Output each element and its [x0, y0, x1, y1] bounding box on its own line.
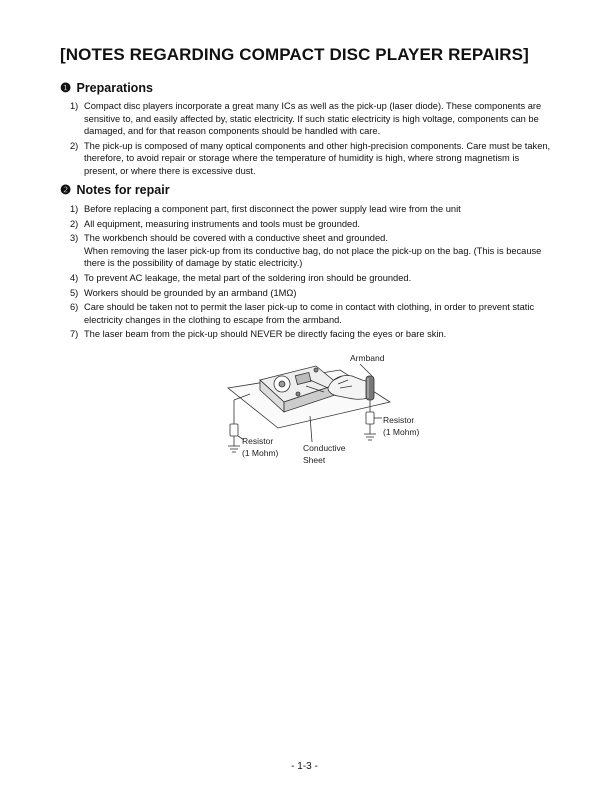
list-item-text: Care should be taken not to permit the laser pick-up to come in contact with clothing, in order to prevent static electricity changes in the clothing to escape from the armband. [84, 302, 535, 325]
conductive-sheet-label-line2: Sheet [303, 455, 326, 465]
section-heading-notes-for-repair [60, 183, 170, 198]
list-item-continuation: When removing the laser pick-up from its conductive bag, do not place the pick-up on the bag. (This is because there is the possibility of damage by static electricity.) [84, 245, 542, 269]
preparations-list [62, 100, 552, 180]
list-item-text: Before replacing a component part, first disconnect the power supply lead wire from the unit [84, 204, 461, 214]
section-title-preparations: Preparations [76, 81, 153, 95]
list-item [62, 301, 552, 326]
list-item [62, 100, 552, 138]
section-title-notes-for-repair: Notes for repair [76, 183, 170, 197]
list-item-index: 1) [70, 204, 79, 214]
resistor-right-value: (1 Mohm) [383, 427, 420, 437]
resistor-right-label: Resistor [383, 415, 415, 425]
list-item-index: 2) [70, 218, 79, 229]
notes-for-repair-list [62, 203, 552, 343]
list-item-index: 5) [70, 287, 79, 298]
list-item-index: 2) [70, 140, 79, 151]
page-number: - 1-3 - [291, 761, 318, 772]
list-item [62, 140, 552, 178]
list-item [62, 232, 552, 270]
list-item-text: Workers should be grounded by an armband (1MΩ) [84, 287, 297, 298]
resistor-left-label: Resistor [242, 436, 274, 446]
conductive-sheet-label: Conductive [303, 443, 346, 453]
armband-shape [366, 376, 374, 400]
list-item-text: To prevent AC leakage, the metal part of the soldering iron should be grounded. [84, 272, 412, 283]
list-item-index: 6) [70, 302, 79, 313]
list-item-index: 1) [70, 101, 79, 111]
page-title: [NOTES REGARDING COMPACT DISC PLAYER REPAIRS] [60, 45, 529, 64]
list-item [62, 272, 552, 285]
list-item-text: The laser beam from the pick-up should NEVER be directly facing the eyes or bare skin. [84, 329, 447, 340]
section-heading-preparations [60, 81, 153, 96]
resistor-left-value: (1 Mohm) [242, 448, 279, 458]
list-item-text: All equipment, measuring instruments and tools must be grounded. [84, 218, 360, 229]
resistor-left-shape [230, 424, 238, 436]
section-number-2: ❷ [60, 183, 72, 197]
list-item-index: 7) [70, 329, 79, 340]
list-item-index: 3) [70, 233, 79, 244]
armband-label: Armband [350, 353, 385, 363]
list-item-index: 4) [70, 272, 79, 283]
list-item-text: The pick-up is composed of many optical components and other high-precision components. Care must be taken, therefore, to avoid repair or storage where the temperature of humidity is high, where strong magnetism is present, or where there is excessive dust. [84, 140, 551, 176]
list-item-text: Compact disc players incorporate a great many ICs as well as the pick-up (laser diode). These components are sensitive to, and easily affected by, static electricity. If such static electricity is high voltage, components can be damaged, and for that reason components should be handled with care. [84, 101, 542, 137]
list-item [62, 218, 552, 231]
list-item [62, 203, 552, 216]
grounding-illustration [220, 350, 450, 475]
list-item [62, 287, 552, 300]
list-item [62, 328, 552, 341]
section-number-1: ❶ [60, 81, 72, 95]
resistor-right-shape [366, 412, 374, 424]
list-item-text: The workbench should be covered with a conductive sheet and grounded. [84, 233, 388, 244]
